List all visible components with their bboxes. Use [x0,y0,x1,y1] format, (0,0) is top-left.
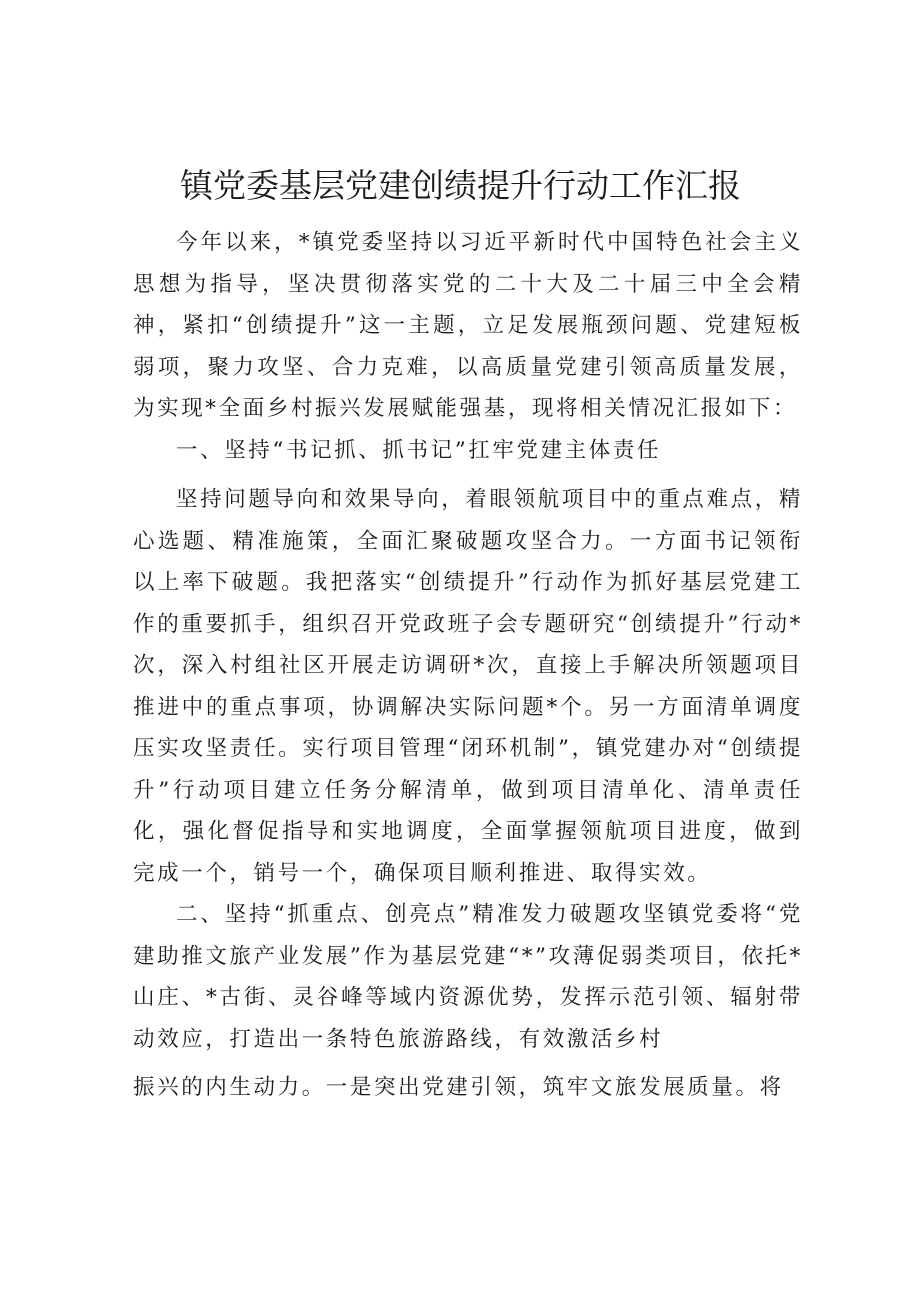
intro-paragraph: 今年以来，*镇党委坚持以习近平新时代中国特色社会主义思想为指导，坚决贯彻落实党的二十大及二十届三中全会精神，紧扣“创绩提升”这一主题，立足发展瓶颈问题、党建短板弱项，聚力攻坚、合力克难，以高质量党建引领高质量发展，为实现*全面乡村振兴发展赋能强基，现将相关情况汇报如下： [133,230,803,421]
document-body [133,198,803,1060]
section-2-paragraph: 二、坚持“抓重点、创亮点”精准发力破题攻坚镇党委将“党建助推文旅产业发展”作为基层党建“*”攻薄促弱类项目，依托*山庄、*古街、灵谷峰等域内资源优势，发挥示范引领、辐射带动效应，打造出一条特色旅游路线，有效激活乡村 [133,902,803,1052]
section-1-paragraph: 坚持问题导向和效果导向，着眼领航项目中的重点难点，精心选题、精准施策，全面汇聚破题攻坚合力。一方面书记领衔以上率下破题。我把落实“创绩提升”行动作为抓好基层党建工作的重要抓手，组织召开党政班子会专题研究“创绩提升”行动*次，深入村组社区开展走访调研*次，直接上手解决所领题项目推进中的重点事项，协调解决实际问题*个。另一方面清单调度压实攻坚责任。实行项目管理“闭环机制”，镇党建办对“创绩提升”行动项目建立任务分解清单，做到项目清单化、清单责任化，强化督促指导和实地调度，全面掌握领航项目进度，做到完成一个，销号一个，确保项目顺利推进、取得实效。 [133,487,803,886]
document-title: 镇党委基层党建创绩提升行动工作汇报 [180,166,741,205]
trailing-line: 振兴的内生动力。一是突出党建引领，筑牢文旅发展质量。将 [133,1075,784,1100]
section-1-heading: 一、坚持“书记抓、抓书记”扛牢党建主体责任 [176,437,662,463]
